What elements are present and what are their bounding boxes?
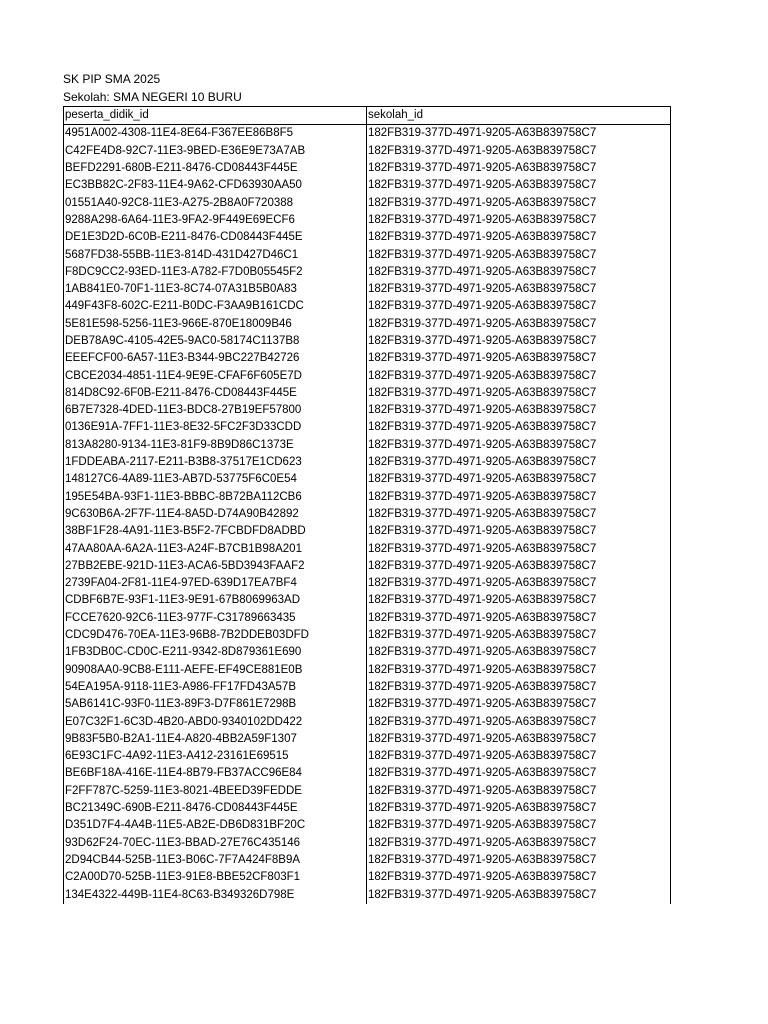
cell-sekolah-id[interactable]: 182FB319-377D-4971-9205-A63B839758C7 <box>367 316 671 333</box>
cell-peserta-didik-id[interactable]: 134E4322-449B-11E4-8C63-B349326D798E <box>64 886 367 903</box>
cell-sekolah-id[interactable]: 182FB319-377D-4971-9205-A63B839758C7 <box>367 350 671 367</box>
cell-sekolah-id[interactable]: 182FB319-377D-4971-9205-A63B839758C7 <box>367 489 671 506</box>
table-row <box>64 679 671 696</box>
cell-peserta-didik-id[interactable]: 1FDDEABA-2117-E211-B3B8-37517E1CD623 <box>64 454 367 471</box>
cell-peserta-didik-id[interactable]: D351D7F4-4A4B-11E5-AB2E-DB6D831BF20C <box>64 817 367 834</box>
cell-sekolah-id[interactable]: 182FB319-377D-4971-9205-A63B839758C7 <box>367 558 671 575</box>
cell-peserta-didik-id[interactable]: 449F43F8-602C-E211-B0DC-F3AA9B161CDC <box>64 298 367 315</box>
cell-peserta-didik-id[interactable]: 148127C6-4A89-11E3-AB7D-53775F6C0E54 <box>64 471 367 488</box>
cell-peserta-didik-id[interactable]: 93D62F24-70EC-11E3-BBAD-27E76C435146 <box>64 834 367 851</box>
cell-sekolah-id[interactable]: 182FB319-377D-4971-9205-A63B839758C7 <box>367 125 671 143</box>
table-row <box>64 212 671 229</box>
cell-sekolah-id[interactable]: 182FB319-377D-4971-9205-A63B839758C7 <box>367 662 671 679</box>
cell-sekolah-id[interactable]: 182FB319-377D-4971-9205-A63B839758C7 <box>367 419 671 436</box>
table-row <box>64 558 671 575</box>
table-body <box>64 125 671 904</box>
table-row <box>64 852 671 869</box>
cell-sekolah-id[interactable]: 182FB319-377D-4971-9205-A63B839758C7 <box>367 783 671 800</box>
table-row <box>64 765 671 782</box>
table-row <box>64 713 671 730</box>
table-row <box>64 177 671 194</box>
cell-sekolah-id[interactable]: 182FB319-377D-4971-9205-A63B839758C7 <box>367 748 671 765</box>
cell-peserta-didik-id[interactable]: 2739FA04-2F81-11E4-97ED-639D17EA7BF4 <box>64 575 367 592</box>
cell-peserta-didik-id[interactable]: CDC9D476-70EA-11E3-96B8-7B2DDEB03DFD <box>64 627 367 644</box>
cell-sekolah-id[interactable]: 182FB319-377D-4971-9205-A63B839758C7 <box>367 869 671 886</box>
table-row <box>64 333 671 350</box>
table-row <box>64 748 671 765</box>
table-row <box>64 662 671 679</box>
table-row <box>64 316 671 333</box>
cell-peserta-didik-id[interactable]: 0136E91A-7FF1-11E3-8E32-5FC2F3D33CDD <box>64 419 367 436</box>
cell-peserta-didik-id[interactable]: 54EA195A-9118-11E3-A986-FF17FD43A57B <box>64 679 367 696</box>
cell-peserta-didik-id[interactable]: C2A00D70-525B-11E3-91E8-BBE52CF803F1 <box>64 869 367 886</box>
cell-peserta-didik-id[interactable]: 47AA80AA-6A2A-11E3-A24F-B7CB1B98A201 <box>64 540 367 557</box>
table-row <box>64 281 671 298</box>
cell-sekolah-id[interactable]: 182FB319-377D-4971-9205-A63B839758C7 <box>367 471 671 488</box>
cell-peserta-didik-id[interactable]: E07C32F1-6C3D-4B20-ABD0-9340102DD422 <box>64 713 367 730</box>
cell-sekolah-id[interactable]: 182FB319-377D-4971-9205-A63B839758C7 <box>367 627 671 644</box>
cell-sekolah-id[interactable]: 182FB319-377D-4971-9205-A63B839758C7 <box>367 385 671 402</box>
cell-peserta-didik-id[interactable]: CDBF6B7E-93F1-11E3-9E91-67B8069963AD <box>64 592 367 609</box>
cell-sekolah-id[interactable]: 182FB319-377D-4971-9205-A63B839758C7 <box>367 696 671 713</box>
table-row <box>64 402 671 419</box>
cell-peserta-didik-id[interactable]: EC3BB82C-2F83-11E4-9A62-CFD63930AA50 <box>64 177 367 194</box>
table-row <box>64 523 671 540</box>
cell-sekolah-id[interactable]: 182FB319-377D-4971-9205-A63B839758C7 <box>367 540 671 557</box>
cell-sekolah-id[interactable]: 182FB319-377D-4971-9205-A63B839758C7 <box>367 437 671 454</box>
cell-peserta-didik-id[interactable]: C42FE4D8-92C7-11E3-9BED-E36E9E73A7AB <box>64 143 367 160</box>
cell-sekolah-id[interactable]: 182FB319-377D-4971-9205-A63B839758C7 <box>367 143 671 160</box>
cell-peserta-didik-id[interactable]: 4951A002-4308-11E4-8E64-F367EE86B8F5 <box>64 125 367 143</box>
table-row <box>64 783 671 800</box>
cell-peserta-didik-id[interactable]: FCCE7620-92C6-11E3-977F-C31789663435 <box>64 610 367 627</box>
table-row <box>64 264 671 281</box>
cell-sekolah-id[interactable]: 182FB319-377D-4971-9205-A63B839758C7 <box>367 644 671 661</box>
cell-peserta-didik-id[interactable]: F2FF787C-5259-11E3-8021-4BEED39FEDDE <box>64 783 367 800</box>
table-row <box>64 298 671 315</box>
table-row <box>64 246 671 263</box>
cell-sekolah-id[interactable]: 182FB319-377D-4971-9205-A63B839758C7 <box>367 765 671 782</box>
cell-peserta-didik-id[interactable]: 9288A298-6A64-11E3-9FA2-9F449E69ECF6 <box>64 212 367 229</box>
table-row <box>64 817 671 834</box>
cell-peserta-didik-id[interactable]: CBCE2034-4851-11E4-9E9E-CFAF6F605E7D <box>64 367 367 384</box>
cell-sekolah-id[interactable]: 182FB319-377D-4971-9205-A63B839758C7 <box>367 367 671 384</box>
table-row <box>64 834 671 851</box>
table-row <box>64 125 671 143</box>
table-row <box>64 592 671 609</box>
table-row <box>64 367 671 384</box>
table-row <box>64 627 671 644</box>
cell-peserta-didik-id[interactable]: 90908AA0-9CB8-E111-AEFE-EF49CE881E0B <box>64 662 367 679</box>
table-row <box>64 869 671 886</box>
cell-sekolah-id[interactable]: 182FB319-377D-4971-9205-A63B839758C7 <box>367 800 671 817</box>
cell-sekolah-id[interactable]: 182FB319-377D-4971-9205-A63B839758C7 <box>367 402 671 419</box>
cell-sekolah-id[interactable]: 182FB319-377D-4971-9205-A63B839758C7 <box>367 246 671 263</box>
cell-sekolah-id[interactable]: 182FB319-377D-4971-9205-A63B839758C7 <box>367 212 671 229</box>
cell-peserta-didik-id[interactable]: BC21349C-690B-E211-8476-CD08443F445E <box>64 800 367 817</box>
cell-peserta-didik-id[interactable]: 2D94CB44-525B-11E3-B06C-7F7A424F8B9A <box>64 852 367 869</box>
cell-sekolah-id[interactable]: 182FB319-377D-4971-9205-A63B839758C7 <box>367 523 671 540</box>
cell-peserta-didik-id[interactable]: F8DC9CC2-93ED-11E3-A782-F7D0B05545F2 <box>64 264 367 281</box>
table-row <box>64 886 671 903</box>
cell-peserta-didik-id[interactable]: 9B83F5B0-B2A1-11E4-A820-4BB2A59F1307 <box>64 731 367 748</box>
cell-peserta-didik-id[interactable]: 5687FD38-55BB-11E3-814D-431D427D46C1 <box>64 246 367 263</box>
cell-sekolah-id[interactable]: 182FB319-377D-4971-9205-A63B839758C7 <box>367 281 671 298</box>
cell-sekolah-id[interactable]: 182FB319-377D-4971-9205-A63B839758C7 <box>367 731 671 748</box>
cell-peserta-didik-id[interactable]: 6B7E7328-4DED-11E3-BDC8-27B19EF57800 <box>64 402 367 419</box>
cell-peserta-didik-id[interactable]: BE6BF18A-416E-11E4-8B79-FB37ACC96E84 <box>64 765 367 782</box>
table-row <box>64 160 671 177</box>
data-table <box>63 106 671 904</box>
cell-sekolah-id[interactable]: 182FB319-377D-4971-9205-A63B839758C7 <box>367 506 671 523</box>
cell-peserta-didik-id[interactable]: 1FB3DB0C-CD0C-E211-9342-8D879361E690 <box>64 644 367 661</box>
cell-peserta-didik-id[interactable]: DE1E3D2D-6C0B-E211-8476-CD08443F445E <box>64 229 367 246</box>
cell-sekolah-id[interactable]: 182FB319-377D-4971-9205-A63B839758C7 <box>367 575 671 592</box>
cell-sekolah-id[interactable]: 182FB319-377D-4971-9205-A63B839758C7 <box>367 264 671 281</box>
table-row <box>64 489 671 506</box>
cell-sekolah-id[interactable]: 182FB319-377D-4971-9205-A63B839758C7 <box>367 298 671 315</box>
table-row <box>64 731 671 748</box>
cell-sekolah-id[interactable]: 182FB319-377D-4971-9205-A63B839758C7 <box>367 886 671 903</box>
cell-sekolah-id[interactable]: 182FB319-377D-4971-9205-A63B839758C7 <box>367 333 671 350</box>
cell-peserta-didik-id[interactable]: BEFD2291-680B-E211-8476-CD08443F445E <box>64 160 367 177</box>
table-row <box>64 143 671 160</box>
header-row <box>64 107 671 125</box>
spreadsheet-page <box>63 70 671 904</box>
cell-sekolah-id[interactable]: 182FB319-377D-4971-9205-A63B839758C7 <box>367 610 671 627</box>
cell-sekolah-id[interactable]: 182FB319-377D-4971-9205-A63B839758C7 <box>367 852 671 869</box>
table-row <box>64 437 671 454</box>
cell-peserta-didik-id[interactable]: 9C630B6A-2F7F-11E4-8A5D-D74A90B42892 <box>64 506 367 523</box>
cell-peserta-didik-id[interactable]: 813A8280-9134-11E3-81F9-8B9D86C1373E <box>64 437 367 454</box>
column-header-peserta-didik-id[interactable]: peserta_didik_id <box>64 107 367 125</box>
cell-sekolah-id[interactable]: 182FB319-377D-4971-9205-A63B839758C7 <box>367 834 671 851</box>
table-row <box>64 575 671 592</box>
table-row <box>64 696 671 713</box>
table-row <box>64 454 671 471</box>
table-row <box>64 610 671 627</box>
cell-peserta-didik-id[interactable]: 6E93C1FC-4A92-11E3-A412-23161E69515 <box>64 748 367 765</box>
cell-sekolah-id[interactable]: 182FB319-377D-4971-9205-A63B839758C7 <box>367 229 671 246</box>
table-row <box>64 800 671 817</box>
column-header-sekolah-id[interactable]: sekolah_id <box>367 107 671 125</box>
cell-peserta-didik-id[interactable]: 27BB2EBE-921D-11E3-ACA6-5BD3943FAAF2 <box>64 558 367 575</box>
cell-sekolah-id[interactable]: 182FB319-377D-4971-9205-A63B839758C7 <box>367 454 671 471</box>
cell-peserta-didik-id[interactable]: 195E54BA-93F1-11E3-BBBC-8B72BA112CB6 <box>64 489 367 506</box>
cell-sekolah-id[interactable]: 182FB319-377D-4971-9205-A63B839758C7 <box>367 177 671 194</box>
table-row <box>64 229 671 246</box>
cell-sekolah-id[interactable]: 182FB319-377D-4971-9205-A63B839758C7 <box>367 160 671 177</box>
cell-sekolah-id[interactable]: 182FB319-377D-4971-9205-A63B839758C7 <box>367 817 671 834</box>
cell-peserta-didik-id[interactable]: 01551A40-92C8-11E3-A275-2B8A0F720388 <box>64 194 367 211</box>
table-row <box>64 471 671 488</box>
table-row <box>64 506 671 523</box>
school-line: Sekolah: SMA NEGERI 10 BURU <box>63 90 242 104</box>
cell-sekolah-id[interactable]: 182FB319-377D-4971-9205-A63B839758C7 <box>367 679 671 696</box>
cell-peserta-didik-id[interactable]: EEEFCF00-6A57-11E3-B344-9BC227B42726 <box>64 350 367 367</box>
cell-peserta-didik-id[interactable]: DEB78A9C-4105-42E5-9AC0-58174C1137B8 <box>64 333 367 350</box>
cell-peserta-didik-id[interactable]: 814D8C92-6F0B-E211-8476-CD08443F445E <box>64 385 367 402</box>
table-row <box>64 194 671 211</box>
cell-peserta-didik-id[interactable]: 1AB841E0-70F1-11E3-8C74-07A31B5B0A83 <box>64 281 367 298</box>
table-row <box>64 350 671 367</box>
table-row <box>64 644 671 661</box>
cell-peserta-didik-id[interactable]: 5E81E598-5256-11E3-966E-870E18009B46 <box>64 316 367 333</box>
cell-sekolah-id[interactable]: 182FB319-377D-4971-9205-A63B839758C7 <box>367 194 671 211</box>
table-row <box>64 540 671 557</box>
cell-peserta-didik-id[interactable]: 5AB6141C-93F0-11E3-89F3-D7F861E7298B <box>64 696 367 713</box>
cell-peserta-didik-id[interactable]: 38BF1F28-4A91-11E3-B5F2-7FCBDFD8ADBD <box>64 523 367 540</box>
table-row <box>64 419 671 436</box>
table-row <box>64 385 671 402</box>
document-title: SK PIP SMA 2025 <box>63 72 161 86</box>
cell-sekolah-id[interactable]: 182FB319-377D-4971-9205-A63B839758C7 <box>367 713 671 730</box>
cell-sekolah-id[interactable]: 182FB319-377D-4971-9205-A63B839758C7 <box>367 592 671 609</box>
